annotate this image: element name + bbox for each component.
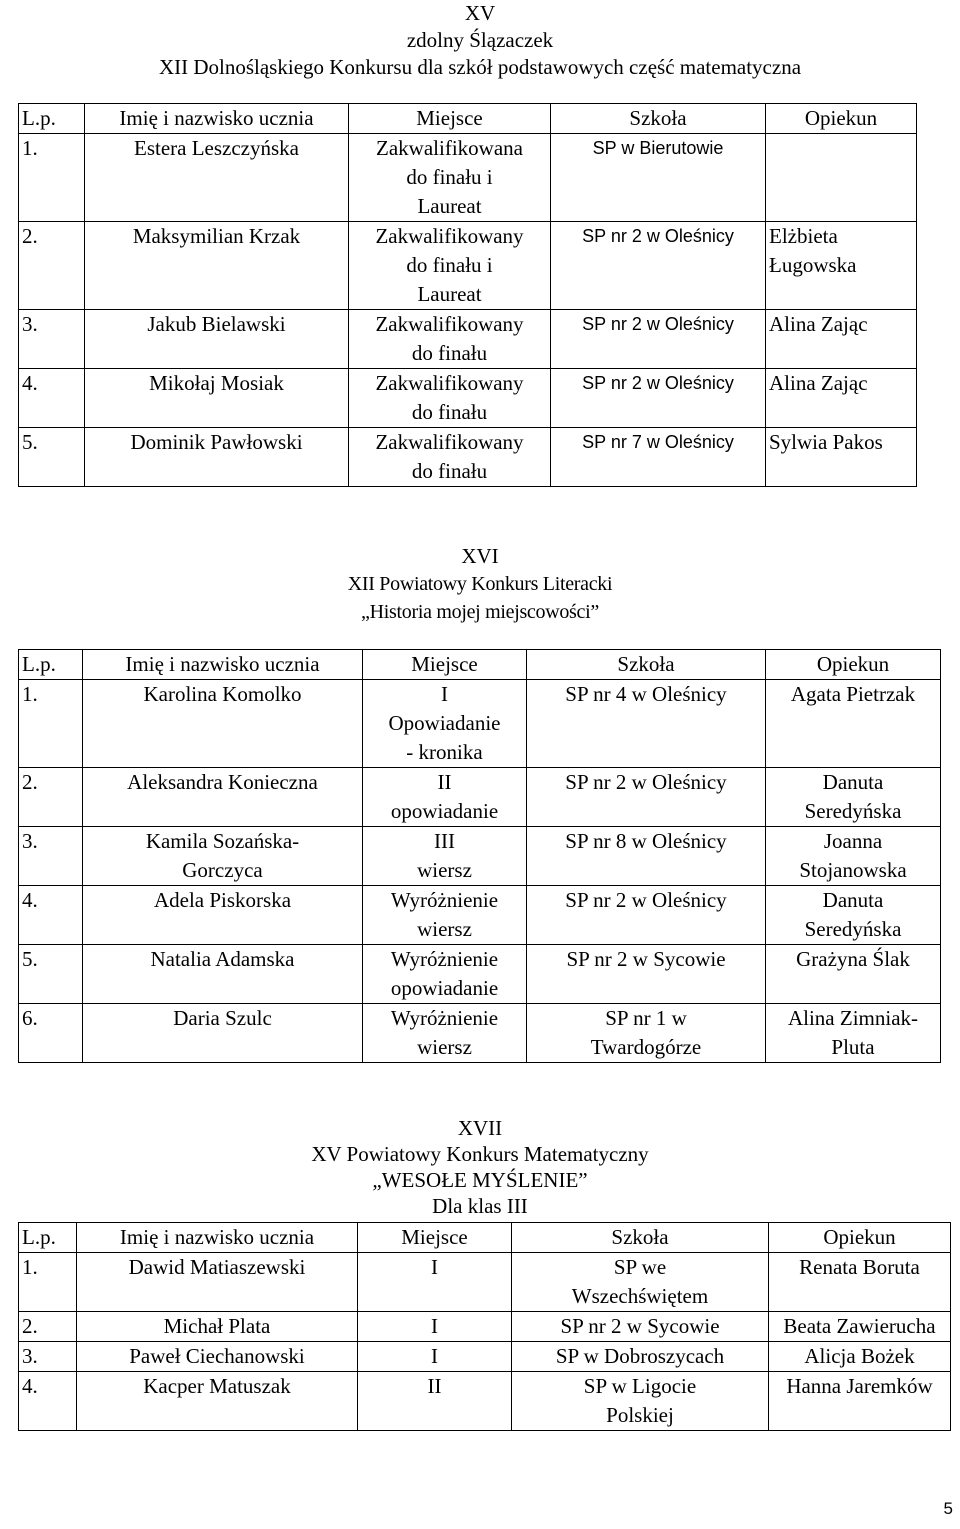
cell-text-line: I (431, 1314, 438, 1338)
cell-text-line: Dawid Matiaszewski (128, 1255, 306, 1279)
tutor-cell (769, 1372, 951, 1431)
column-header: L.p. (19, 104, 85, 134)
place-cell (349, 369, 551, 428)
section1-heading (0, 0, 960, 81)
student-name-cell (83, 827, 363, 886)
section3-roman: XVII (457, 1116, 503, 1140)
cell-text-line: opowiadanie (390, 976, 499, 1000)
cell-text-line: Stojanowska (799, 858, 907, 882)
school-cell (527, 680, 766, 768)
section3-title-line: XV Powiatowy Konkurs Matematyczny (311, 1142, 649, 1166)
cell-text-line: SP nr 2 w Sycowie (560, 1314, 720, 1338)
cell-text-line: Joanna (823, 829, 883, 853)
school-cell (527, 886, 766, 945)
cell-text-line: Paweł Ciechanowski (129, 1344, 305, 1368)
cell-text-line: Seredyńska (804, 917, 902, 941)
school-cell (512, 1342, 769, 1372)
student-name-cell (77, 1253, 358, 1312)
school-cell (551, 310, 766, 369)
table-row (19, 1004, 941, 1063)
school-cell (527, 1004, 766, 1063)
school-cell (551, 134, 766, 222)
table-row (19, 134, 917, 222)
cell-text-line: SP nr 8 w Oleśnicy (565, 829, 727, 853)
section2-heading (0, 542, 960, 626)
tutor-cell (766, 310, 917, 369)
place-cell (349, 222, 551, 310)
lp-cell: 4. (19, 886, 83, 945)
cell-text-line: I (431, 1344, 438, 1368)
cell-text-line: SP nr 2 w Oleśnicy (565, 888, 727, 912)
cell-text-line: Zakwalifikowana (376, 136, 523, 160)
cell-text-line: SP nr 1 w (605, 1006, 687, 1030)
section3-title-line: Dla klas III (432, 1194, 528, 1218)
cell-text-line: Danuta (822, 888, 884, 912)
cell-text-line: Opowiadanie (388, 711, 501, 735)
cell-text-line: Laureat (417, 282, 482, 306)
place-cell (363, 827, 527, 886)
cell-text-line: wiersz (417, 858, 472, 882)
cell-text-line: Daria Szulc (173, 1006, 272, 1030)
student-name-cell (85, 222, 349, 310)
table-row (19, 222, 917, 310)
school-cell (527, 768, 766, 827)
cell-text-line: SP nr 2 w Oleśnicy (565, 770, 727, 794)
cell-text-line: Seredyńska (804, 799, 902, 823)
cell-text-line: Wyróżnienie (390, 947, 499, 971)
student-name-cell (83, 680, 363, 768)
cell-text-line: Danuta (822, 770, 884, 794)
lp-cell: 3. (19, 310, 85, 369)
student-name-cell (83, 945, 363, 1004)
cell-text-line: SP we (613, 1255, 667, 1279)
tutor-cell (766, 886, 941, 945)
column-header: Opiekun (766, 104, 917, 134)
lp-cell: 2. (19, 1312, 77, 1342)
cell-text-line: wiersz (417, 1035, 472, 1059)
table-row (19, 1253, 951, 1312)
cell-text-line: Kacper Matuszak (143, 1374, 291, 1398)
section2-title-line: XII Powiatowy Konkurs Literacki (347, 573, 613, 595)
table-row (19, 886, 941, 945)
place-cell (363, 768, 527, 827)
school-cell (527, 945, 766, 1004)
cell-text-line: Ługowska (769, 253, 857, 277)
cell-text-line: Zakwalifikowany (375, 224, 524, 248)
lp-cell: 4. (19, 1372, 77, 1431)
school-cell (512, 1312, 769, 1342)
cell-text-line: II (427, 1374, 442, 1398)
school-cell (512, 1253, 769, 1312)
cell-text-line: III (434, 829, 455, 853)
column-header: Imię i nazwisko ucznia (77, 1223, 358, 1253)
cell-text-line: Natalia Adamska (150, 947, 295, 971)
column-header: Opiekun (769, 1223, 951, 1253)
section1-title-line: XII Dolnośląskiego Konkursu dla szkół podstawowych część matematyczna (158, 55, 802, 79)
table-row (19, 1342, 951, 1372)
column-header: L.p. (19, 1223, 77, 1253)
lp-cell: 2. (19, 222, 85, 310)
cell-text-line: Alina Zając (769, 312, 868, 336)
lp-cell: 1. (19, 134, 85, 222)
cell-text-line: Wszechświętem (571, 1284, 709, 1308)
place-cell (363, 886, 527, 945)
cell-text-line: Estera Leszczyńska (134, 136, 299, 160)
cell-text-line: Hanna Jaremków (786, 1374, 933, 1398)
section2-roman: XVI (461, 544, 499, 568)
school-cell (551, 222, 766, 310)
student-name-cell (85, 134, 349, 222)
cell-text-line: Wyróżnienie (390, 888, 499, 912)
column-header: Imię i nazwisko ucznia (83, 650, 363, 680)
table-row (19, 945, 941, 1004)
column-header: L.p. (19, 650, 83, 680)
tutor-cell (766, 1004, 941, 1063)
student-name-cell (85, 428, 349, 487)
table-header-row (19, 1223, 951, 1253)
cell-text-line: do finału (411, 400, 488, 424)
cell-text-line: Maksymilian Krzak (132, 224, 301, 248)
cell-text-line: - kronika (406, 740, 483, 764)
table-header-row (19, 104, 917, 134)
cell-text-line: Beata Zawierucha (783, 1314, 936, 1338)
cell-text-line: SP nr 7 w Oleśnicy (582, 432, 734, 452)
page-number: 5 (943, 1499, 953, 1518)
column-header: Miejsce (358, 1223, 512, 1253)
lp-cell: 5. (19, 428, 85, 487)
student-name-cell (77, 1312, 358, 1342)
section1-roman: XV (464, 1, 496, 25)
cell-text-line: Agata Pietrzak (790, 682, 916, 706)
place-cell (358, 1253, 512, 1312)
cell-text-line: Zakwalifikowany (375, 371, 524, 395)
cell-text-line: I (431, 1255, 438, 1279)
lp-cell: 2. (19, 768, 83, 827)
lp-cell: 4. (19, 369, 85, 428)
cell-text-line: Sylwia Pakos (769, 430, 883, 454)
place-cell (363, 1004, 527, 1063)
cell-text-line: Aleksandra Konieczna (127, 770, 318, 794)
cell-text-line: Twardogórze (590, 1035, 702, 1059)
student-name-cell (77, 1372, 358, 1431)
cell-text-line: Elżbieta (769, 224, 838, 248)
cell-text-line: SP w Ligocie (583, 1374, 697, 1398)
school-cell (512, 1372, 769, 1431)
cell-text-line: wiersz (417, 917, 472, 941)
cell-text-line: Laureat (417, 194, 482, 218)
cell-text-line: Alina Zimniak- (787, 1006, 919, 1030)
lp-cell: 5. (19, 945, 83, 1004)
lp-cell: 1. (19, 1253, 77, 1312)
student-name-cell (85, 369, 349, 428)
cell-text-line: do finału i (406, 165, 493, 189)
table-row (19, 428, 917, 487)
cell-text-line: Renata Boruta (799, 1255, 920, 1279)
cell-text-line: Zakwalifikowany (375, 430, 524, 454)
cell-text-line: SP w Bierutowie (592, 138, 724, 158)
cell-text-line: SP nr 2 w Oleśnicy (582, 373, 734, 393)
student-name-cell (77, 1342, 358, 1372)
place-cell (358, 1342, 512, 1372)
results-table-section3 (18, 1222, 951, 1431)
student-name-cell (83, 886, 363, 945)
place-cell (358, 1312, 512, 1342)
school-cell (551, 369, 766, 428)
column-header: Szkoła (527, 650, 766, 680)
school-cell (551, 428, 766, 487)
column-header: Imię i nazwisko ucznia (85, 104, 349, 134)
cell-text-line: Polskiej (606, 1403, 674, 1427)
tutor-cell (769, 1342, 951, 1372)
cell-text-line: II (437, 770, 452, 794)
results-table-section2 (18, 649, 941, 1063)
table-header-row (19, 650, 941, 680)
student-name-cell (85, 310, 349, 369)
table-row (19, 680, 941, 768)
cell-text-line: SP nr 4 w Oleśnicy (565, 682, 727, 706)
cell-text-line: Mikołaj Mosiak (149, 371, 284, 395)
tutor-cell (766, 134, 917, 222)
student-name-cell (83, 1004, 363, 1063)
cell-text-line: Alicja Bożek (804, 1344, 915, 1368)
student-name-cell (83, 768, 363, 827)
cell-text-line: Michał Plata (163, 1314, 271, 1338)
cell-text-line: opowiadanie (390, 799, 499, 823)
cell-text-line: do finału (411, 341, 488, 365)
section2-title-line: „Historia mojej miejscowości” (361, 601, 599, 623)
table-row (19, 310, 917, 369)
tutor-cell (766, 827, 941, 886)
school-cell (527, 827, 766, 886)
cell-text-line: Adela Piskorska (153, 888, 292, 912)
tutor-cell (769, 1312, 951, 1342)
cell-text-line: Gorczyca (182, 858, 263, 882)
tutor-cell (766, 428, 917, 487)
cell-text-line: Zakwalifikowany (375, 312, 524, 336)
cell-text-line: SP nr 2 w Oleśnicy (582, 314, 734, 334)
cell-text-line: Jakub Bielawski (147, 312, 286, 336)
column-header: Szkoła (512, 1223, 769, 1253)
tutor-cell (766, 222, 917, 310)
column-header: Szkoła (551, 104, 766, 134)
cell-text-line: Karolina Komolko (143, 682, 302, 706)
cell-text-line: Alina Zając (769, 371, 868, 395)
column-header: Opiekun (766, 650, 941, 680)
table-row (19, 768, 941, 827)
place-cell (363, 680, 527, 768)
tutor-cell (766, 369, 917, 428)
lp-cell: 6. (19, 1004, 83, 1063)
cell-text-line: do finału i (406, 253, 493, 277)
cell-text-line: Grażyna Ślak (796, 947, 910, 971)
cell-text-line: SP nr 2 w Oleśnicy (582, 226, 734, 246)
place-cell (349, 428, 551, 487)
column-header: Miejsce (363, 650, 527, 680)
cell-text-line: Dominik Pawłowski (130, 430, 303, 454)
tutor-cell (769, 1253, 951, 1312)
tutor-cell (766, 945, 941, 1004)
cell-text-line: I (441, 682, 448, 706)
place-cell (358, 1372, 512, 1431)
results-table-section1 (18, 103, 917, 487)
place-cell (363, 945, 527, 1004)
lp-cell: 3. (19, 827, 83, 886)
lp-cell: 3. (19, 1342, 77, 1372)
place-cell (349, 134, 551, 222)
cell-text-line: SP nr 2 w Sycowie (566, 947, 726, 971)
cell-text-line: Kamila Sozańska- (145, 829, 300, 853)
cell-text-line: SP w Dobroszycach (555, 1344, 725, 1368)
table-row (19, 1312, 951, 1342)
tutor-cell (766, 680, 941, 768)
table-row (19, 1372, 951, 1431)
cell-text-line: do finału (411, 459, 488, 483)
tutor-cell (766, 768, 941, 827)
table-row (19, 369, 917, 428)
section1-title-line: zdolny Ślązaczek (406, 28, 554, 52)
section3-heading (0, 1115, 960, 1219)
column-header: Miejsce (349, 104, 551, 134)
lp-cell: 1. (19, 680, 83, 768)
section3-title-line: „WESOŁE MYŚLENIE” (372, 1168, 588, 1192)
place-cell (349, 310, 551, 369)
cell-text-line: Pluta (831, 1035, 875, 1059)
table-row (19, 827, 941, 886)
cell-text-line: Wyróżnienie (390, 1006, 499, 1030)
